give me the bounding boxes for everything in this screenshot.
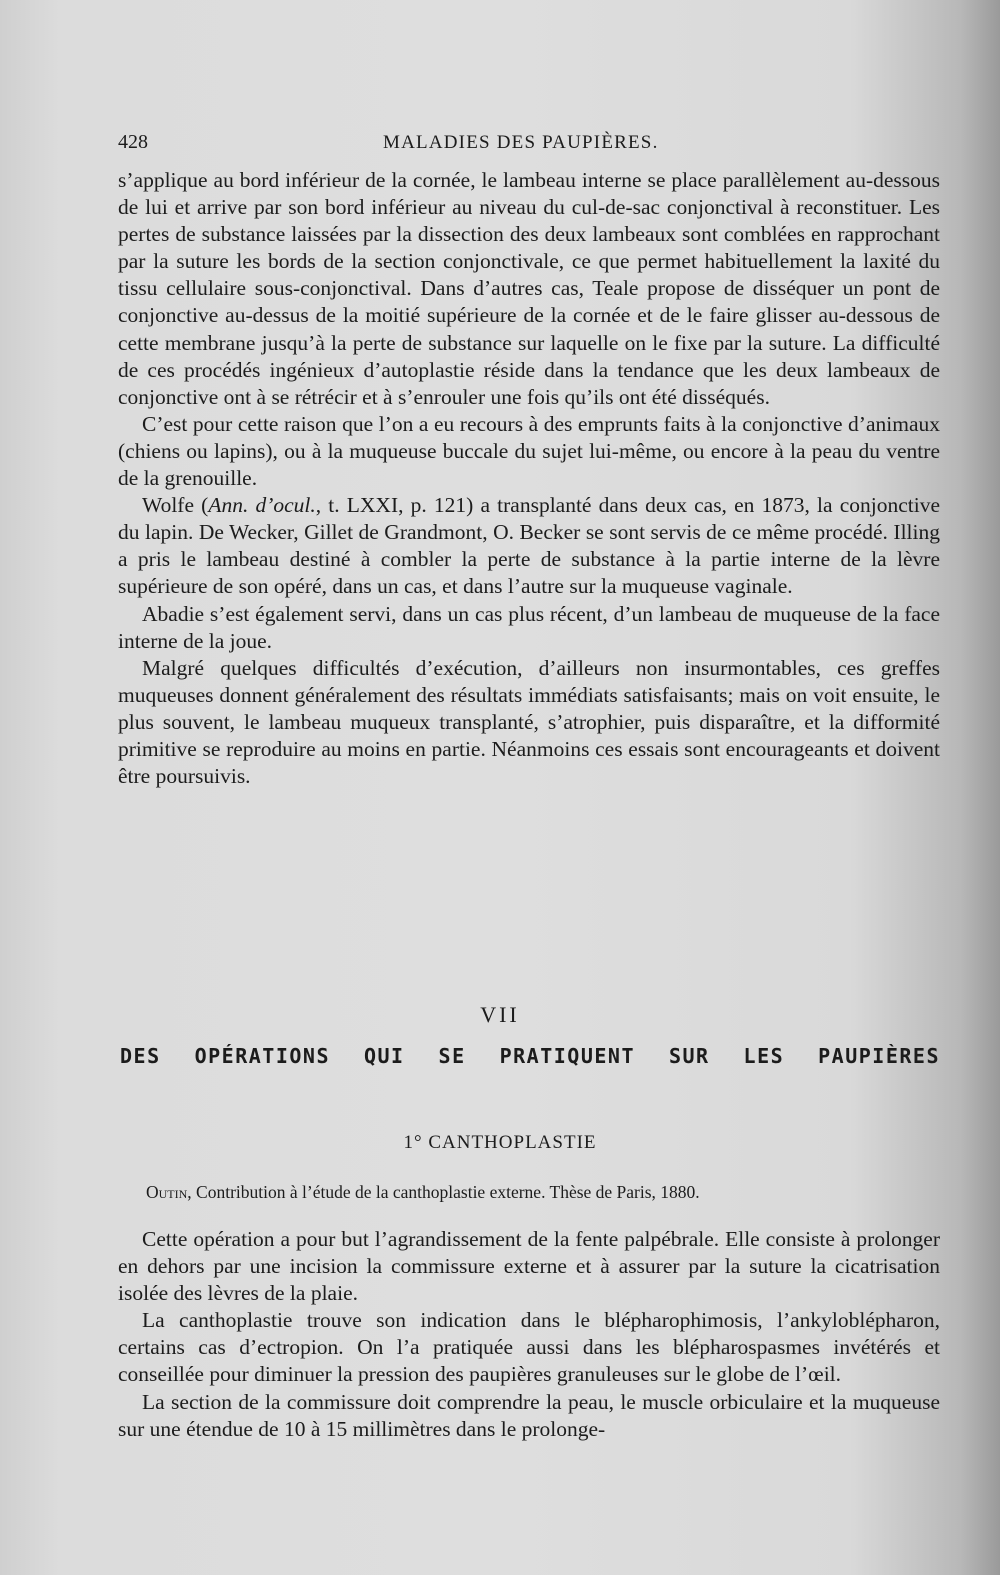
paragraph: La canthoplastie trouve son indication dans le blépharophimosis, l’ankyloblépharon, certains cas d’ectropion. On l’a pratiquée aussi dans les blépharospasmes invétérés et conseillée pour diminuer la pression des paupières granuleuses sur le globe de l’œil. [118,1308,940,1387]
body-text [118,167,940,790]
subsection-title: 1° CANTHOPLASTIE [403,1132,597,1153]
subsection-text [118,1226,940,1443]
paragraph: C’est pour cette raison que l’on a eu recours à des emprunts faits à la conjonctive d’animaux (chiens ou lapins), ou à la muqueuse buccale du sujet lui-même, ou encore à la peau du ventre de la grenouille. [118,411,940,491]
section-title: DES OPÉRATIONS QUI SE PRATIQUENT SUR LES PAUPIÈRES [120,1044,940,1068]
text-run: Wolfe ( [142,493,209,518]
reference-author: Outin, [146,1182,192,1202]
page-header [118,131,936,161]
paragraph: La section de la commissure doit comprendre la peau, le muscle orbiculaire et la muqueuse sur une étendue de 10 à 15 millimètres dans le prolonge- [118,1389,940,1441]
paragraph: Cette opération a pour but l’agrandissement de la fente palpébrale. Elle consiste à prolonger en dehors par une incision la commissure externe et à assurer par la suture la cicatrisation isolée des lèvres de la plaie. [118,1227,940,1306]
bibliographic-reference [146,1182,936,1203]
reference-text: Contribution à l’étude de la canthoplastie externe. Thèse de Paris, 1880. [191,1182,700,1202]
page-number: 428 [118,131,148,153]
journal-citation: Ann. d’ocul. [208,493,316,518]
running-head: MALADIES DES PAUPIÈRES. [383,132,659,153]
paragraph [118,492,940,600]
text-run: , t. LXXI, p. 121) a transplanté dans deux cas, en 1873, la conjonctive du lapin. De Wecker, Gillet de Grandmont, O. Becker se sont servis de ce même procédé. Illing a pris le lambeau destiné à combler la perte de substance à la partie interne de la lèvre supérieure de son opéré, dans un cas, et dans l’autre sur la muqueuse vaginale. [118,493,940,599]
paragraph: Abadie s’est également servi, dans un cas plus récent, d’un lambeau de muqueuse de la face interne de la joue. [118,601,940,653]
section-number: VII [480,1002,520,1027]
paragraph: Malgré quelques difficultés d’exécution, d’ailleurs non insurmontables, ces greffes muqueuses donnent généralement des résultats immédiats satisfaisants; mais on voit ensuite, le plus souvent, le lambeau muqueux transplanté, s’atrophier, puis disparaître, et la difformité primitive se reproduire au moins en partie. Néanmoins ces essais sont encourageants et doivent être poursuivis. [118,655,940,789]
paragraph: s’applique au bord inférieur de la cornée, le lambeau interne se place parallèlement au-dessous de lui et arrive par son bord inférieur au niveau du cul-de-sac conjonctival à reconstituer. Les pertes de substance laissées par la dissection des deux lambeaux sont comblées en rapprochant par la suture les bords de la section conjonctivale, ce que permet habituellement la laxité du tissu cellulaire sous-conjonctival. Dans d’autres cas, Teale propose de disséquer un pont de conjonctive au-dessus de la moitié supérieure de la cornée et de le faire glisser au-dessous de cette membrane jusqu’à la perte de substance sur laquelle on le fixe par la suture. La difficulté de ces procédés ingénieux d’autoplastie réside dans la tendance que les deux lambeaux de conjonctive ont à se rétrécir et à s’enrouler une fois qu’ils ont été disséqués. [118,168,940,409]
